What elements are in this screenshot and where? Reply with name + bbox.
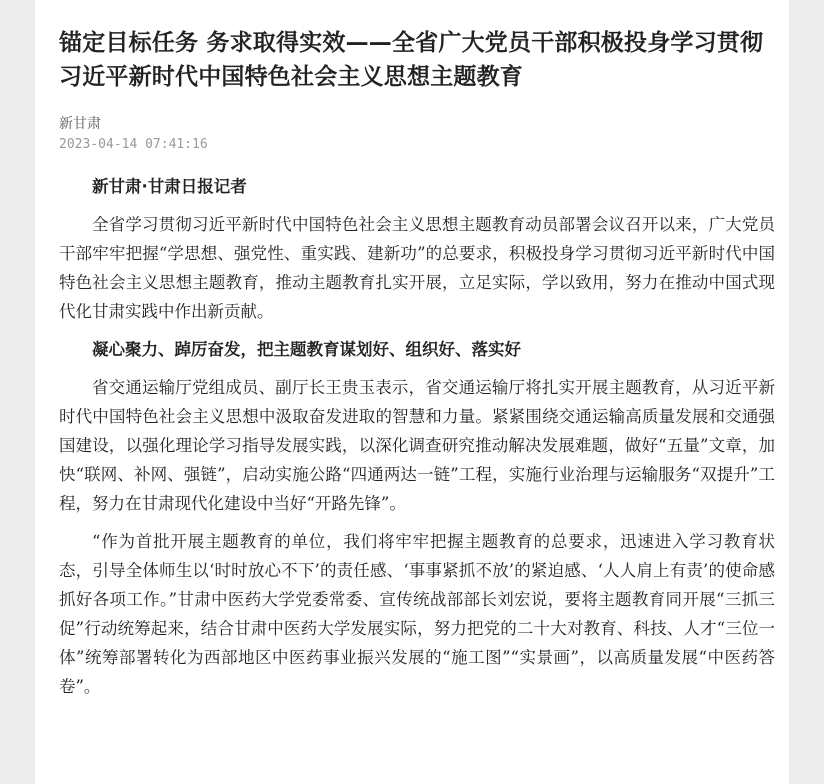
article-body bbox=[59, 172, 775, 701]
article-source: 新甘肃 bbox=[59, 116, 101, 132]
section-heading: 凝心聚力、踔厉奋发，把主题教育谋划好、组织好、落实好 bbox=[92, 340, 521, 359]
article-content bbox=[59, 26, 775, 710]
article-page bbox=[35, 0, 789, 784]
body-paragraph: “作为首批开展主题教育的单位，我们将牢牢把握主题教育的总要求，迅速进入学习教育状态，引导全体师生以‘时时放心不下’的责任感、‘事事紧抓不放’的紧迫感、‘人人肩上有责’的使命感抓好各项工作。”甘肃中医药大学党委常委、宣传统战部部长刘宏说，要将主题教育同开展“三抓三促”行动统筹起来，结合甘肃中医药大学发展实际，努力把党的二十大对教育、科技、人才“三位一体”统筹部署转化为西部地区中医药事业振兴发展的“施工图”“实景画”，以高质量发展“中医药答卷”。 bbox=[59, 532, 775, 696]
body-paragraph: 全省学习贯彻习近平新时代中国特色社会主义思想主题教育动员部署会议召开以来，广大党员干部牢牢把握“学思想、强党性、重实践、建新功”的总要求，积极投身学习贯彻习近平新时代中国特色社会主义思想主题教育，推动主题教育扎实开展，立足实际，学以致用，努力在推动中国式现代化甘肃实践中作出新贡献。 bbox=[59, 215, 775, 321]
body-paragraph: 省交通运输厅党组成员、副厅长王贵玉表示，省交通运输厅将扎实开展主题教育，从习近平新时代中国特色社会主义思想中汲取奋发进取的智慧和力量。紧紧围绕交通运输高质量发展和交通强国建设，以强化理论学习指导发展实践，以深化调查研究推动解决发展难题，做好“五量”文章，加快“联网、补网、强链”，启动实施公路“四通两达一链”工程，实施行业治理与运输服务“双提升”工程，努力在甘肃现代化建设中当好“开路先锋”。 bbox=[59, 378, 775, 513]
article-title: 锚定目标任务 务求取得实效——全省广大党员干部积极投身学习贯彻习近平新时代中国特色社会主义思想主题教育 bbox=[59, 30, 764, 90]
article-datetime: 2023-04-14 07:41:16 bbox=[59, 137, 208, 152]
byline-paragraph: 新甘肃·甘肃日报记者 bbox=[92, 177, 247, 196]
